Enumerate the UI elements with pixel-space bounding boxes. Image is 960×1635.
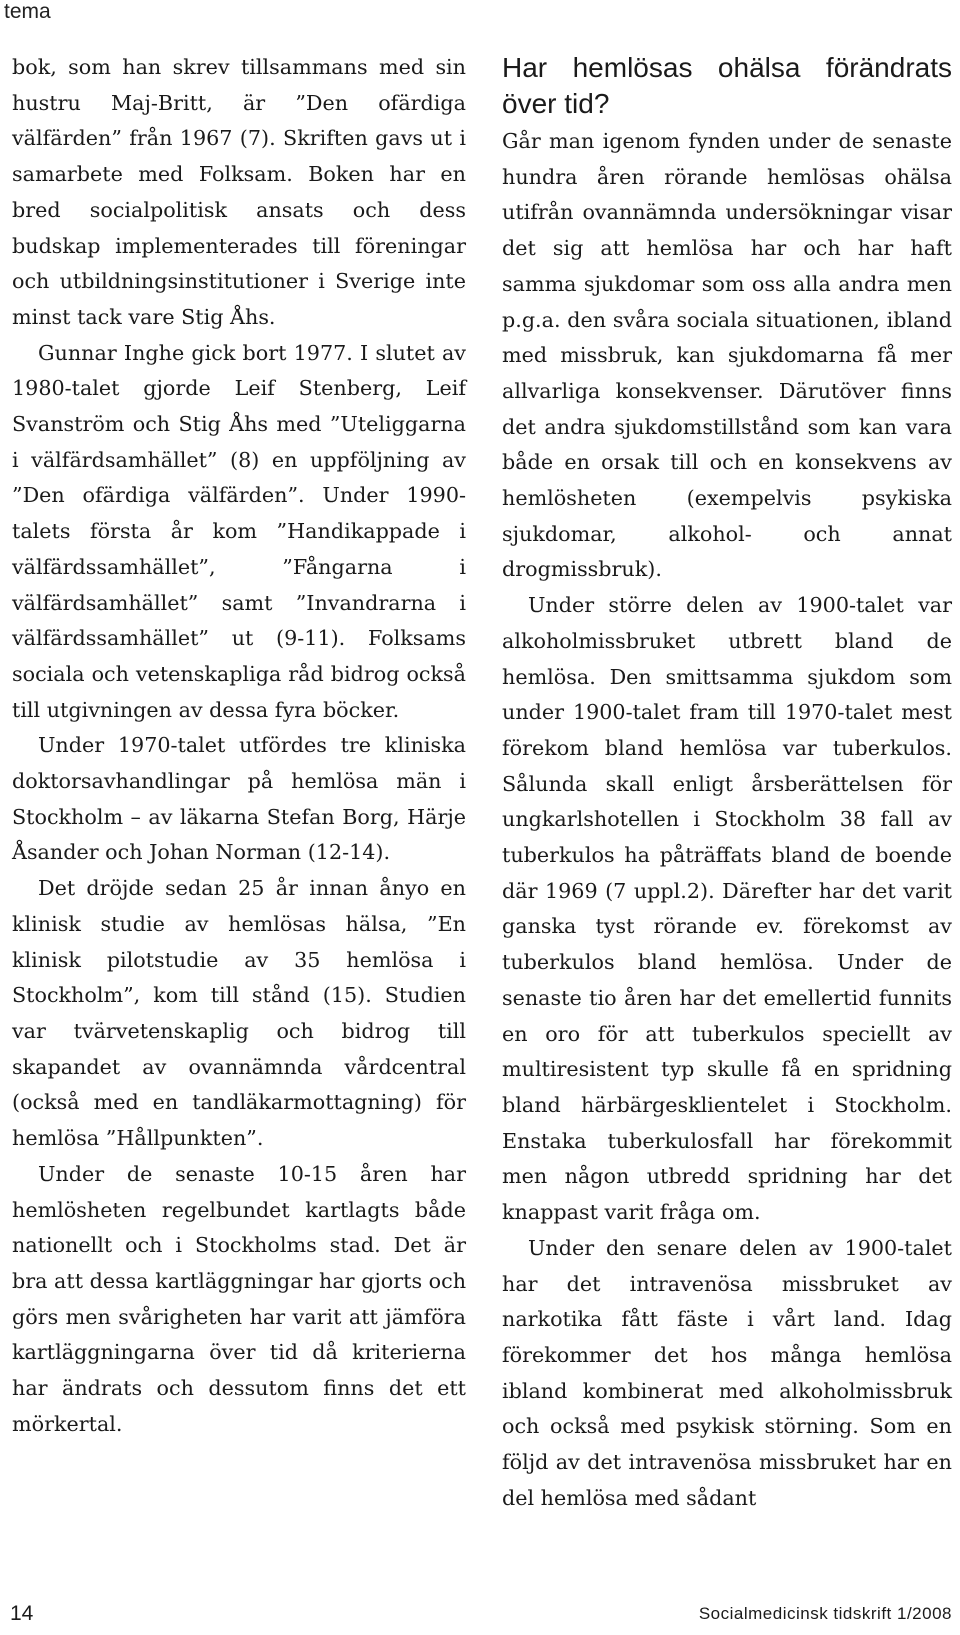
paragraph: Går man igenom fynden under de senaste hundra åren rörande hemlösas ohälsa utifrån ovannämnda undersökningar visar det sig att hemlösa har och har haft samma sjukdomar som oss alla andra men p.g.a. den svåra sociala situationen, ibland med missbruk, kan sjukdomarna få mer allvarliga konsekvenser. Därutöver finns det andra sjukdomstillstånd som kan vara både en orsak till och en konsekvens av hemlösheten (exempelvis psykiska sjukdomar, alkohol- och annat drogmissbruk).	[502, 129, 952, 582]
paragraph: Under den senare delen av 1900-talet har det intravenösa missbruket av narkotika fått fäste i vårt land. Idag förekommer det hos många hemlösa ibland kombinerat med alkoholmissbruk och också med psykisk störning. Som en följd av det intravenösa missbruket har en del hemlösa med sådant	[502, 1235, 952, 1510]
paragraph: bok, som han skrev tillsammans med sin hustru Maj-Britt, är ”Den ofärdiga välfärden” från 1967 (7). Skriften gavs ut i samarbete med Folksam. Boken har en bred socialpolitisk ansats och dess budskap implementerades till föreningar och utbildningsinstitutioner i Sverige inte minst tack vare Stig Åhs.	[12, 55, 466, 329]
paragraph: Gunnar Inghe gick bort 1977. I slutet av 1980-talet gjorde Leif Stenberg, Leif Svanström och Stig Åhs med ”Uteliggarna i välfärdsamhället” (8) en uppföljning av ”Den ofärdiga välfärden”. Under 1990-talets första år kom ”Handikappade i välfärdssamhället”, ”Fångarna i välfärdsamhället” samt ”Invandrarna i välfärdssamhället” ut (9-11). Folksams sociala och vetenskapliga råd bidrog också till utgivningen av dessa fyra böcker.	[12, 340, 466, 722]
paragraph: Det dröjde sedan 25 år innan ånyo en klinisk studie av hemlösas hälsa, ”En klinisk pilotstudie av 35 hemlösa i Stockholm”, kom till stånd (15). Studien var tvärvetenskaplig och bidrog till skapandet av ovannämnda vårdcentral (också med en tandläkarmottagning) för hemlösa ”Hållpunkten”.	[12, 876, 466, 1151]
paragraph: Under de senaste 10-15 åren har hemlösheten regelbundet kartlagts både nationellt och i Stockholms stad. Det är bra att dessa kartläggningar har gjorts och görs men svårigheten har varit att jämföra kartläggningarna över tid då kriterierna har ändrats och dessutom finns det ett mörkertal.	[12, 1161, 467, 1436]
paragraph: Under större delen av 1900-talet var alkoholmissbruket utbrett bland de hemlösa. Den smittsamma sjukdom som under 1900-talet fram till 1970-talet mest förekom bland hemlösa var tuberkulos. Sålunda skall enligt årsberättelsen för ungkarlshotellen i Stockholm 38 fall av tuberkulos ha påträffats bland de boende där 1969 (7 uppl.2). Därefter har det varit ganska tyst rörande ev. förekomst av tuberkulos bland hemlösa. Under de senaste tio åren har det emellertid funnits en oro för att tuberkulos speciellt av multiresistent typ skulle få en spridning bland härbärgesklientelet i Stockholm. Enstaka tuberkulosfall har förekommit men någon utbredd spridning har det knappast varit fråga om.	[502, 593, 952, 1225]
paragraph: Under 1970-talet utfördes tre kliniska doktorsavhandlingar på hemlösa män i Stockholm – av läkarna Stefan Borg, Härje Åsander och Johan Norman (12-14).	[12, 733, 466, 865]
left-column	[12, 50, 466, 1442]
journal-footer: Socialmedicinsk tidskrift 1/2008	[698, 1604, 952, 1623]
section-tag: tema	[4, 0, 51, 23]
section-heading: Har hemlösas ohälsa förändrats över tid?	[502, 52, 952, 119]
right-column	[502, 50, 952, 1516]
page-number: 14	[10, 1602, 34, 1625]
